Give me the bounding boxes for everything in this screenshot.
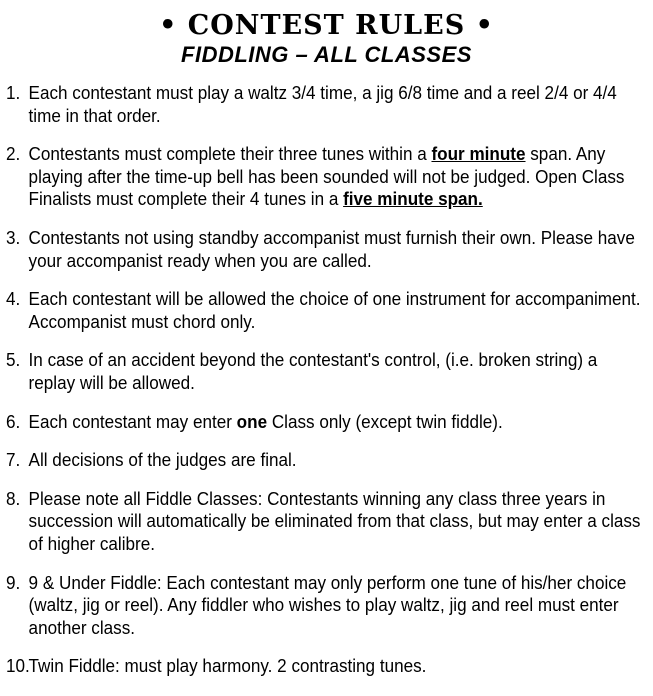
rule-text-part: Class only (except twin fiddle).	[267, 411, 503, 432]
rule-number: 4.	[6, 289, 21, 310]
rule-number: 6.	[6, 411, 21, 432]
rule-number: 2.	[6, 144, 21, 165]
rule-number: 8.	[6, 488, 21, 509]
rule-item-8	[6, 488, 645, 556]
rules-list	[0, 82, 653, 678]
rule-number: 10.	[6, 656, 30, 677]
page-title: • CONTEST RULES •	[159, 10, 494, 41]
rule-text-part: Each contestant may enter	[28, 411, 237, 432]
rule-item-9	[6, 572, 645, 640]
rule-text-part: Contestants must complete their three tunes within a	[28, 144, 432, 165]
rule-item-3	[6, 227, 645, 272]
rule-text	[29, 411, 646, 434]
rule-text-part: span. Any playing after the time-up bell has been sounded will not be judged. Open Class Finalists must complete their 4 tunes in a	[28, 144, 625, 210]
rule-text	[29, 143, 646, 211]
rule-number: 5.	[6, 350, 21, 371]
rule-item-5	[6, 349, 645, 394]
rule-item-6	[6, 411, 645, 434]
rule-text: Twin Fiddle: must play harmony. 2 contrasting tunes.	[28, 656, 427, 677]
rule-text: Please note all Fiddle Classes: Contestants winning any class three years in succession will automatically be eliminated from that class, but may enter a class of higher calibre.	[28, 488, 641, 554]
rule-item-4	[6, 288, 645, 333]
rule-item-2	[6, 143, 645, 211]
rule-number: 3.	[6, 227, 21, 248]
header	[0, 0, 653, 68]
rule-emphasis: four minute	[431, 144, 526, 165]
rule-text: Each contestant must play a waltz 3/4 time, a jig 6/8 time and a reel 2/4 or 4/4 time in that order.	[28, 83, 617, 126]
rule-text: In case of an accident beyond the contestant's control, (i.e. broken string) a replay will be allowed.	[28, 350, 598, 393]
rule-text: Contestants not using standby accompanist must furnish their own. Please have your accompanist ready when you are called.	[28, 227, 635, 271]
rule-text: 9 & Under Fiddle: Each contestant may only perform one tune of his/her choice (waltz, jig or reel). Any fiddler who wishes to play waltz, jig and reel must enter another class.	[28, 572, 627, 638]
rule-item-1	[6, 82, 645, 127]
rule-number: 9.	[6, 572, 21, 593]
rule-item-10	[6, 655, 645, 678]
rule-emphasis: one	[236, 411, 268, 432]
rule-item-7	[6, 449, 645, 472]
rule-emphasis: five minute span.	[343, 189, 483, 210]
rule-text: Each contestant will be allowed the choice of one instrument for accompaniment. Accompanist must chord only.	[28, 289, 641, 332]
rule-text: All decisions of the judges are final.	[28, 450, 297, 471]
rule-number: 7.	[6, 450, 21, 471]
page-subtitle: FIDDLING – ALL CLASSES	[181, 42, 472, 67]
rule-number: 1.	[6, 83, 21, 103]
